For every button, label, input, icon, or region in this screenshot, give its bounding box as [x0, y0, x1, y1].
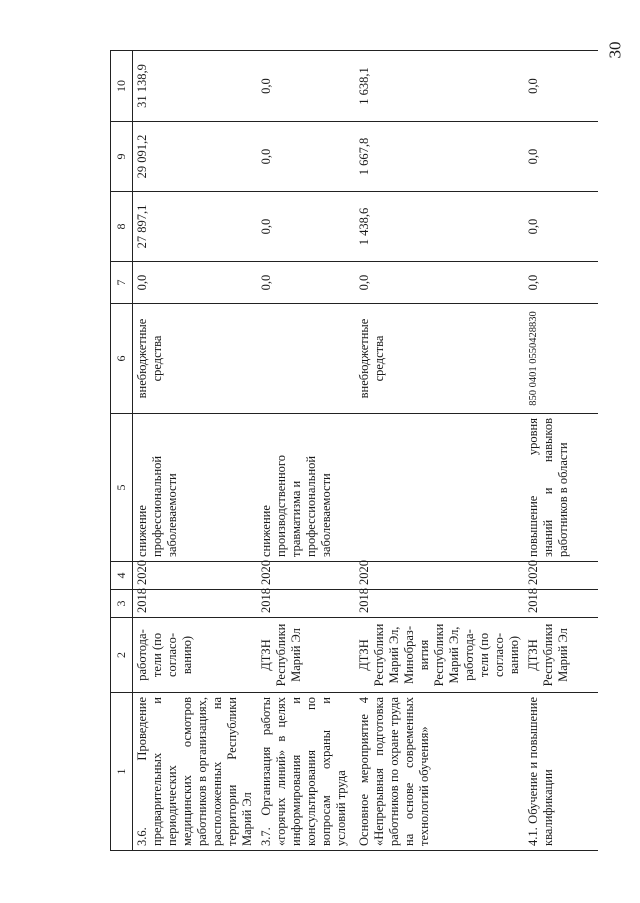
measure-name: 3.7. Организация работы «горячих линий» в целях информирования и консультирования по вопросам охраны и условий труда	[257, 693, 355, 851]
expected-result	[355, 414, 524, 562]
funding-source: внебюджетные средства	[355, 304, 524, 414]
table-row	[524, 51, 598, 851]
value-col10: 0,0	[524, 51, 598, 122]
header-cell: 7	[111, 262, 133, 304]
measure-name: 3.6. Проведение предварительных и периодических медицинских осмотров работников в организациях, расположенных на территории Республики Марий Эл	[133, 693, 258, 851]
budget-code: 850 0401 0550428830	[524, 304, 598, 414]
expected-result: повышение уровня знаний и навыков работников в области	[524, 414, 598, 562]
executor: ДТЗН Республики Марий Эл	[257, 618, 355, 693]
end-year: 2020	[524, 562, 598, 590]
program-table	[110, 50, 598, 851]
table-row	[257, 51, 355, 851]
header-cell: 5	[111, 414, 133, 562]
executor: ДТЗН Республики Марий Эл, Минобраз-вития Республики Марий Эл, работода-тели (по согласо-ванию)	[355, 618, 524, 693]
measure-name: Основное мероприятие 4 «Непрерывная подготовка работников по охране труда на основе современных технологий обучения»	[355, 693, 524, 851]
header-cell: 1	[111, 693, 133, 851]
funding-source	[257, 304, 355, 414]
funding-source: внебюджетные средства	[133, 304, 258, 414]
value-col8: 27 897,1	[133, 192, 258, 262]
value-col8: 1 438,6	[355, 192, 524, 262]
expected-result: снижение профессиональной заболеваемости	[133, 414, 258, 562]
value-col9: 1 667,8	[355, 122, 524, 192]
value-col8: 0,0	[524, 192, 598, 262]
rotated-table-container	[110, 51, 630, 851]
header-row	[111, 51, 133, 851]
value-col7: 0,0	[355, 262, 524, 304]
table-row	[133, 51, 258, 851]
header-cell: 8	[111, 192, 133, 262]
value-col8: 0,0	[257, 192, 355, 262]
end-year: 2020	[355, 562, 524, 590]
executor: ДТЗН Республики Марий Эл	[524, 618, 598, 693]
value-col7: 0,0	[257, 262, 355, 304]
page-number: 30	[605, 41, 625, 59]
value-col10: 0,0	[257, 51, 355, 122]
header-cell: 2	[111, 618, 133, 693]
end-year: 2020	[133, 562, 258, 590]
header-cell: 6	[111, 304, 133, 414]
header-cell: 4	[111, 562, 133, 590]
value-col7: 0,0	[133, 262, 258, 304]
measure-name: 4.1. Обучение и повышение квалификации	[524, 693, 598, 851]
header-cell: 9	[111, 122, 133, 192]
value-col7: 0,0	[524, 262, 598, 304]
value-col10: 1 638,1	[355, 51, 524, 122]
expected-result: снижение производственного травматизма и профессиональной заболеваемости	[257, 414, 355, 562]
end-year: 2020	[257, 562, 355, 590]
start-year: 2018	[133, 590, 258, 618]
header-cell: 10	[111, 51, 133, 122]
start-year: 2018	[355, 590, 524, 618]
header-cell: 3	[111, 590, 133, 618]
value-col10: 31 138,9	[133, 51, 258, 122]
value-col9: 0,0	[257, 122, 355, 192]
value-col9: 0,0	[524, 122, 598, 192]
table-row	[355, 51, 524, 851]
value-col9: 29 091,2	[133, 122, 258, 192]
start-year: 2018	[257, 590, 355, 618]
executor: работода-тели (по согласо-ванию)	[133, 618, 258, 693]
start-year: 2018	[524, 590, 598, 618]
